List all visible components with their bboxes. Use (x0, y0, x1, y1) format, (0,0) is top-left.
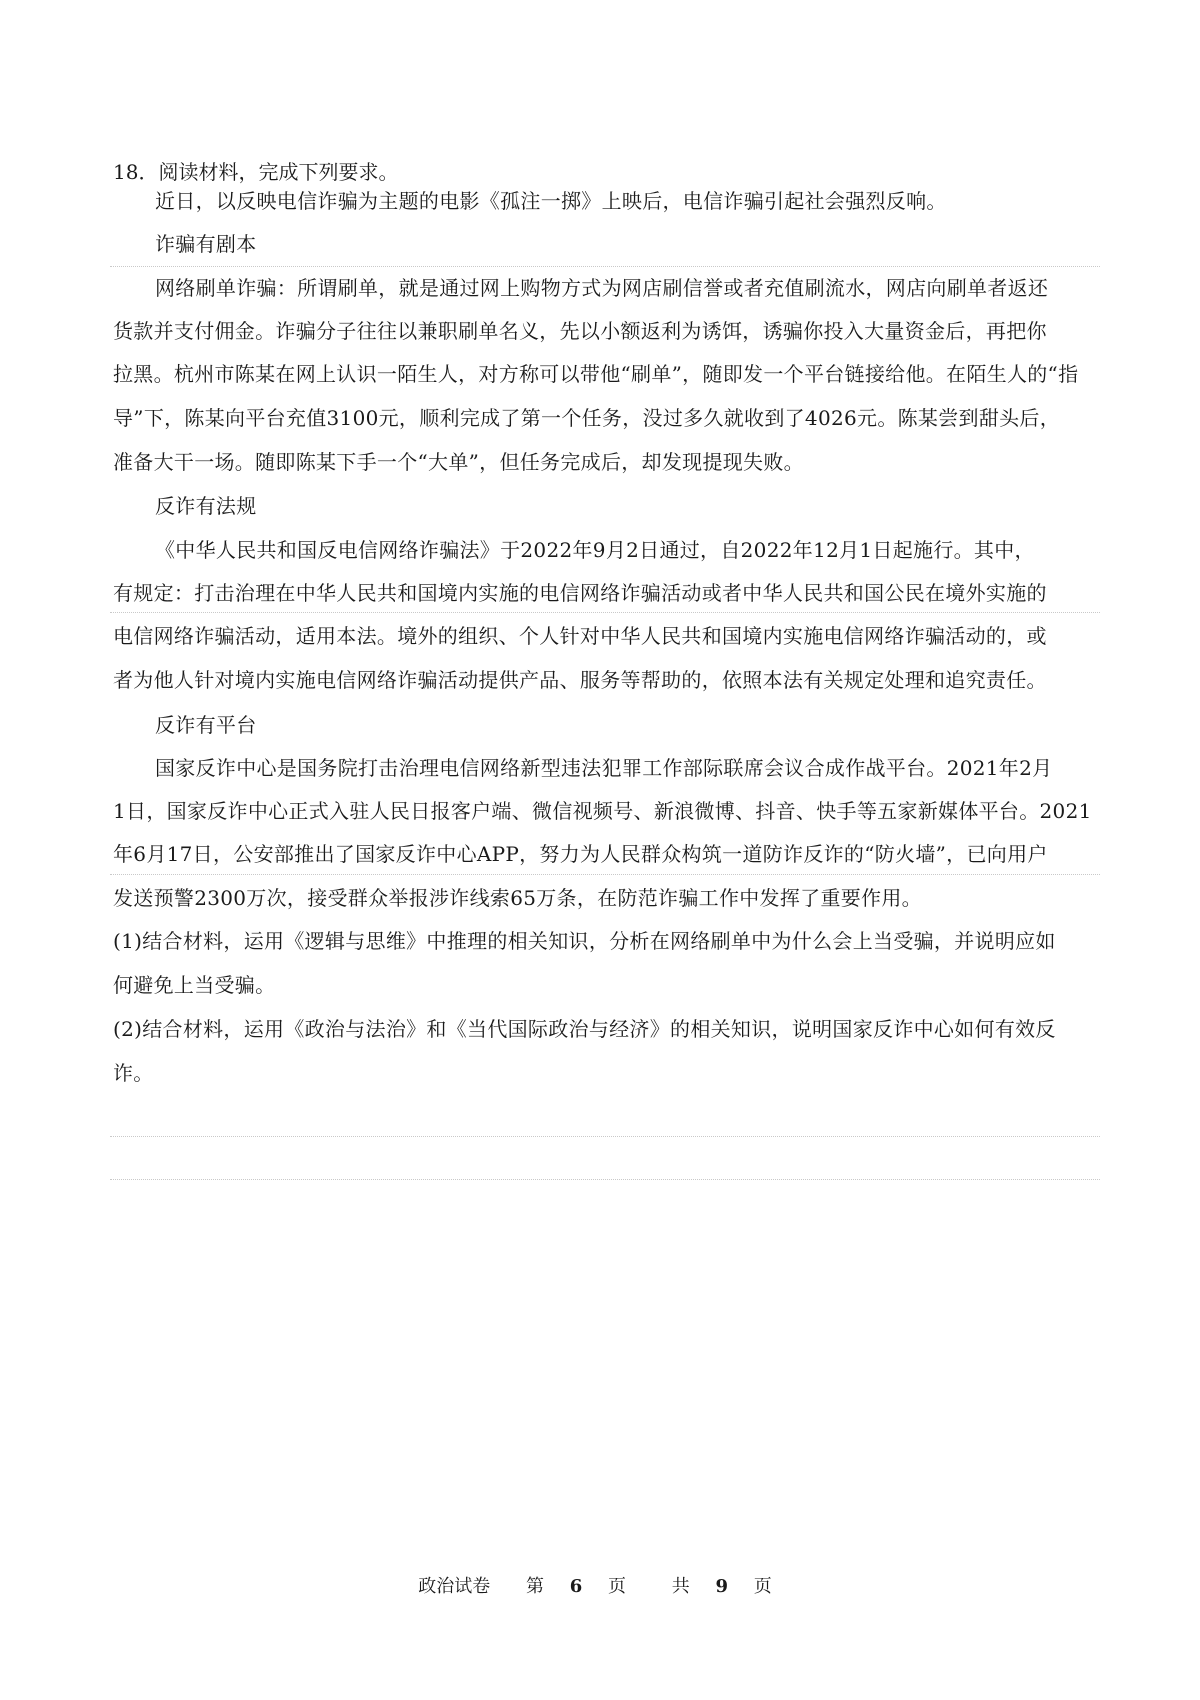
paragraph-line: 电信网络诈骗活动，适用本法。境外的组织、个人针对中华人民共和国境内实施电信网络诈骗活动的，或 (113, 624, 1047, 648)
paragraph-line: 有规定：打击治理在中华人民共和国境内实施的电信网络诈骗活动或者中华人民共和国公民在境外实施的 (113, 581, 1047, 605)
subquestion-2-line: (2)结合材料，运用《政治与法治》和《当代国际政治与经济》的相关知识，说明国家反诈中心如何有效反 (113, 1017, 1056, 1041)
answer-rule (110, 1136, 1100, 1137)
page-footer (0, 1574, 1200, 1600)
paragraph-line: 国家反诈中心是国务院打击治理电信网络新型违法犯罪工作部际联席会议合成作战平台。2021年2月 (155, 756, 1053, 780)
paragraph-line: 货款并支付佣金。诈骗分子往往以兼职刷单名义，先以小额返利为诱饵，诱骗你投入大量资金后，再把你 (113, 319, 1047, 343)
paragraph-line: 准备大干一场。随即陈某下手一个“大单”，但任务完成后，却发现提现失败。 (113, 450, 804, 474)
paragraph-line: 1日，国家反诈中心正式入驻人民日报客户端、微信视频号、新浪微博、抖音、快手等五家新媒体平台。2021 (113, 799, 1092, 823)
question-instruction: 阅读材料，完成下列要求。 (158, 160, 399, 184)
intro-paragraph: 近日，以反映电信诈骗为主题的电影《孤注一掷》上映后，电信诈骗引起社会强烈反响。 (155, 189, 947, 213)
paragraph-line: 导”下，陈某向平台充值3100元，顺利完成了第一个任务，没过多久就收到了4026元。陈某尝到甜头后， (113, 406, 1061, 430)
paragraph-line: 拉黑。杭州市陈某在网上认识一陌生人，对方称可以带他“刷单”，随即发一个平台链接给他。在陌生人的“指 (113, 362, 1079, 386)
paragraph-line: 年6月17日，公安部推出了国家反诈中心APP，努力为人民群众构筑一道防诈反诈的“防火墙”，已向用户 (113, 842, 1048, 866)
footer-page-number: 6 (569, 1576, 583, 1597)
paragraph-line: 者为他人针对境内实施电信网络诈骗活动提供产品、服务等帮助的，依照本法有关规定处理和追究责任。 (113, 668, 1047, 692)
dotted-rule (110, 266, 1100, 267)
section-heading-law: 反诈有法规 (155, 494, 257, 518)
dotted-rule (110, 874, 1100, 875)
footer-total: 共 9 页 (671, 1576, 772, 1597)
subquestion-2-line: 诈。 (113, 1061, 154, 1085)
question-header (113, 157, 398, 187)
paragraph-line: 发送预警2300万次，接受群众举报涉诈线索65万条，在防范诈骗工作中发挥了重要作用。 (113, 886, 922, 910)
dotted-rule (110, 612, 1100, 613)
subquestion-1-line: (1)结合材料，运用《逻辑与思维》中推理的相关知识，分析在网络刷单中为什么会上当受骗，并说明应如 (113, 929, 1056, 953)
paragraph-line: 《中华人民共和国反电信网络诈骗法》于2022年9月2日通过，自2022年12月1日起施行。其中， (155, 538, 1035, 562)
answer-rule (110, 1179, 1100, 1180)
footer-total-pages: 9 (715, 1576, 728, 1597)
subquestion-1-line: 何避免上当受骗。 (113, 973, 276, 997)
question-number: 18． (113, 160, 159, 184)
paragraph-line: 网络刷单诈骗：所谓刷单，就是通过网上购物方式为网店刷信誉或者充值刷流水，网店向刷单者返还 (155, 276, 1049, 300)
footer-page: 第 6 页 (526, 1576, 626, 1597)
footer-subject: 政治试卷 (418, 1576, 491, 1597)
section-heading-platform: 反诈有平台 (155, 713, 257, 737)
section-heading-script: 诈骗有剧本 (155, 232, 257, 256)
